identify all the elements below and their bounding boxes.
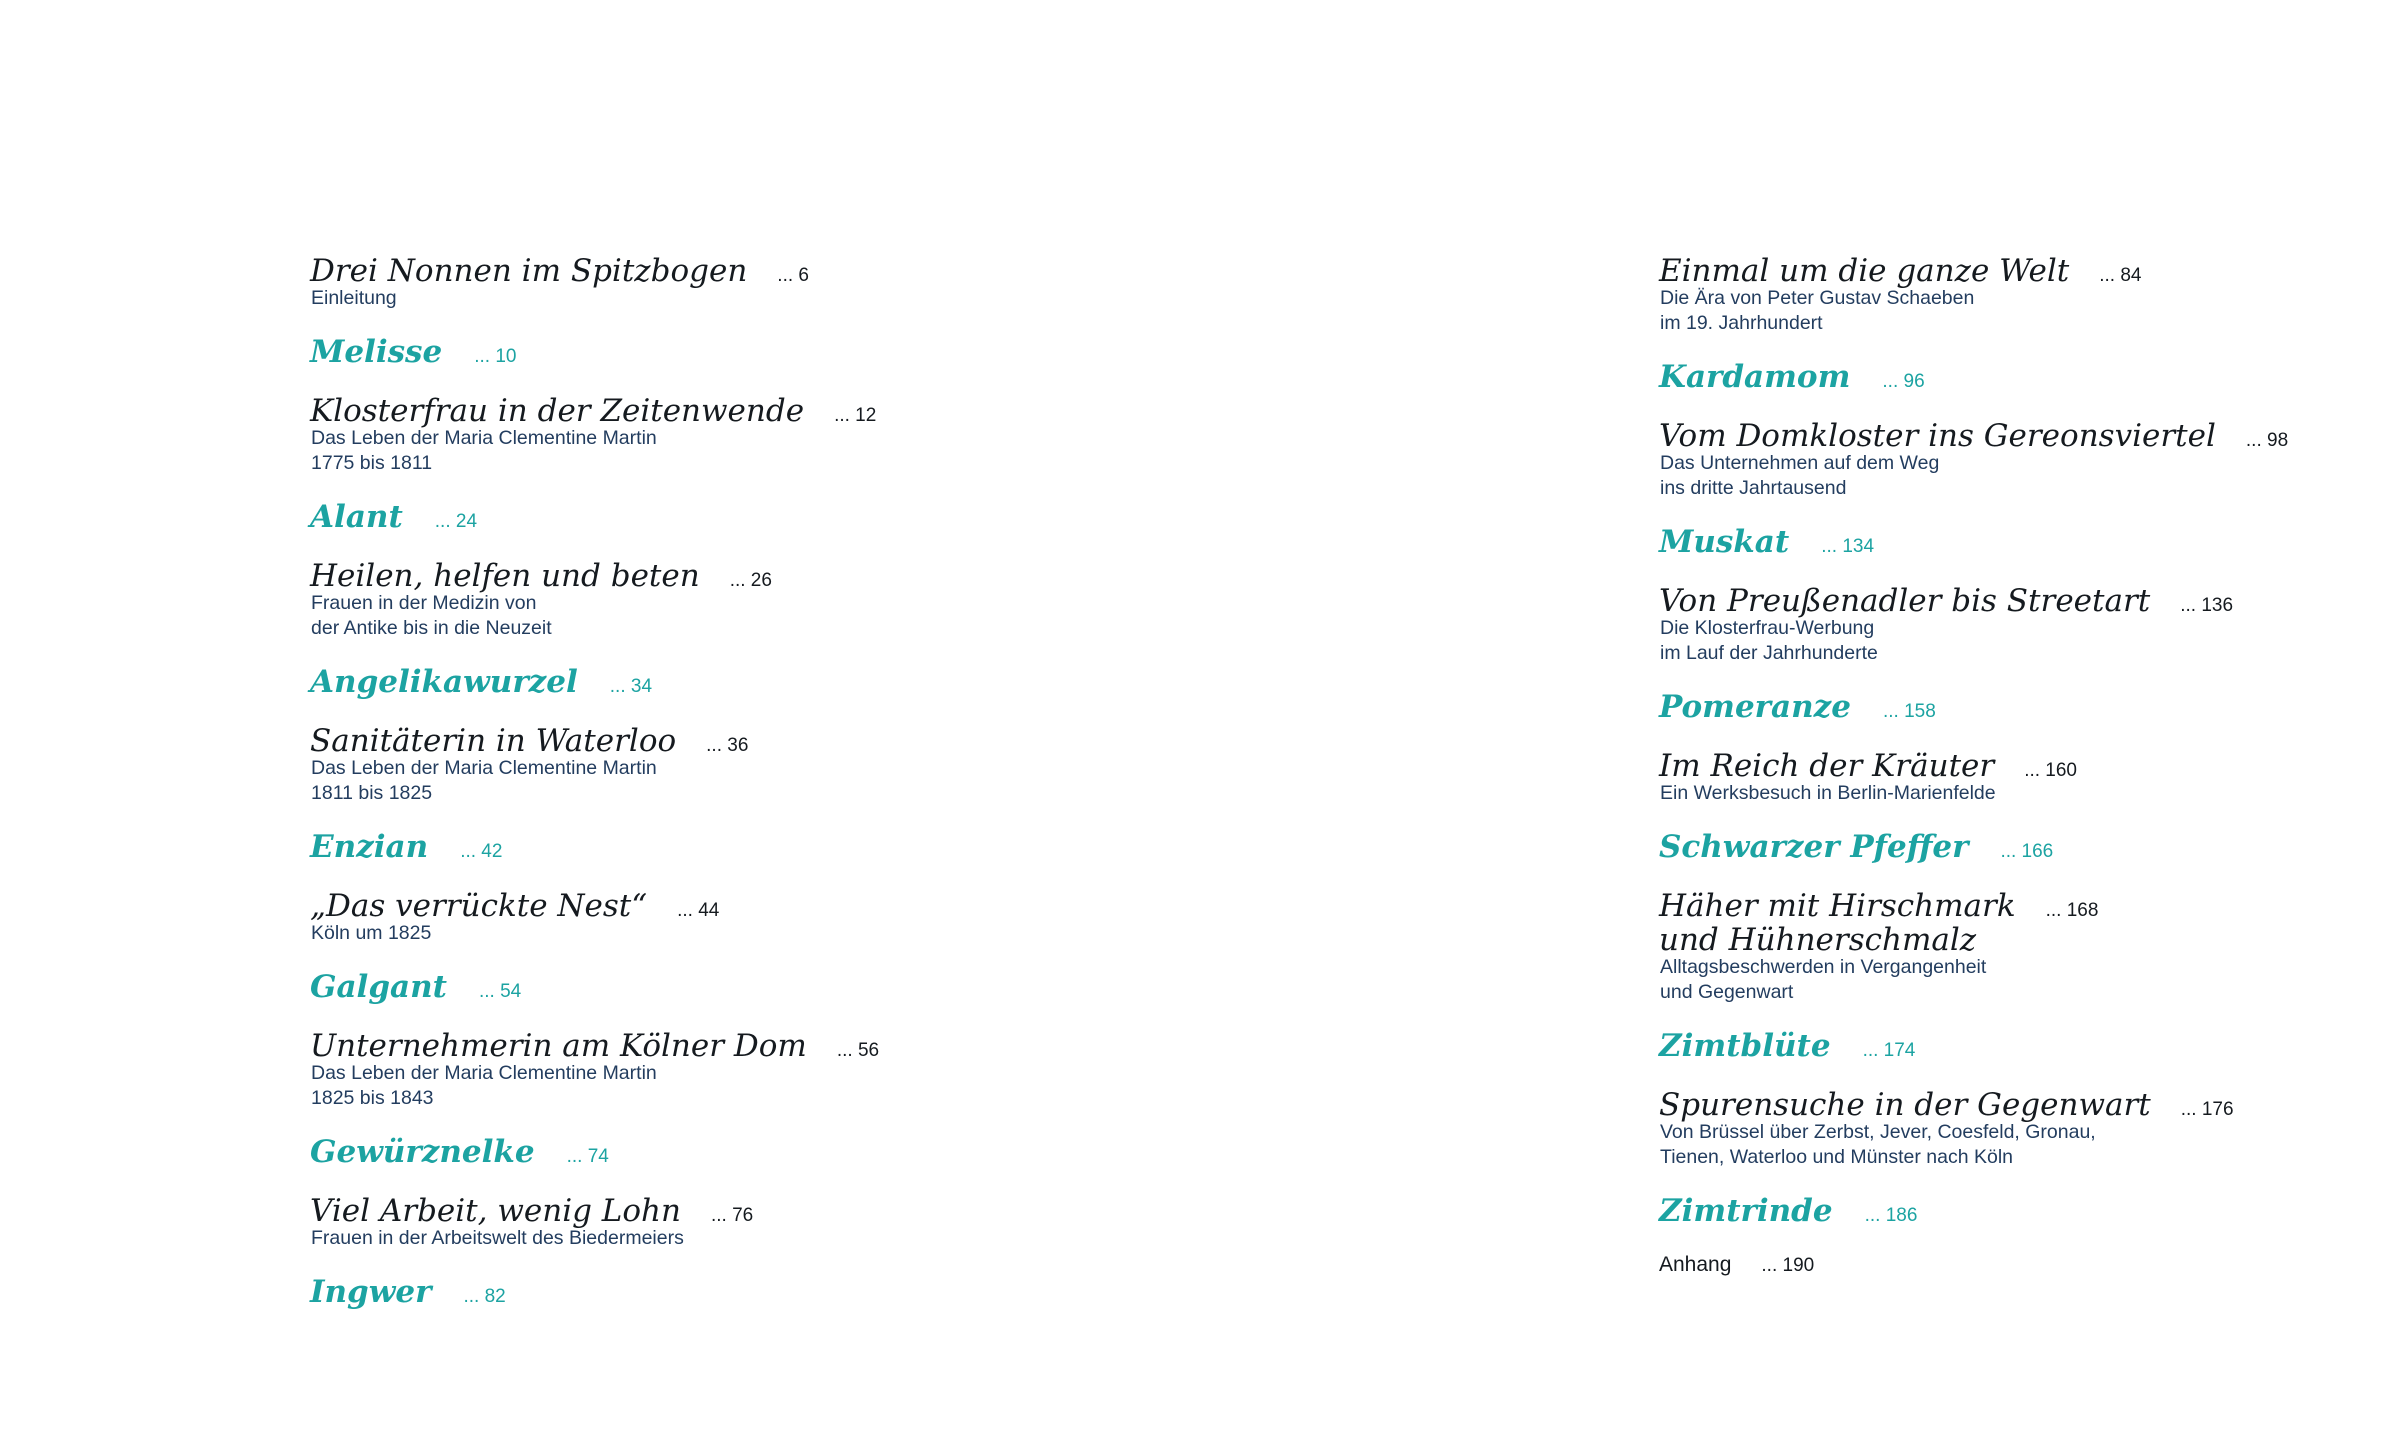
page-number: ... 42 [460, 841, 503, 862]
chapter-subtitle: Das Leben der Maria Clementine Martin 1825 bis 1843 [311, 1062, 657, 1109]
herb-title: Muskat [1659, 524, 1790, 560]
chapter-subtitle: Einleitung [311, 287, 397, 309]
toc-herb-entry[interactable] [310, 970, 1210, 1004]
toc-chapter-entry[interactable] [310, 724, 1210, 806]
toc-chapter-entry[interactable] [310, 394, 1210, 476]
chapter-title: Einmal um die ganze Welt [1659, 253, 2070, 289]
toc-chapter-entry[interactable] [310, 1194, 1210, 1251]
toc-herb-entry[interactable] [310, 1135, 1210, 1169]
toc-herb-entry[interactable] [310, 1275, 1210, 1309]
toc-title-line [310, 559, 1210, 593]
chapter-title: Sanitäterin in Waterloo [310, 723, 677, 759]
toc-left-column [310, 254, 1210, 1334]
herb-title: Zimtblüte [1659, 1028, 1831, 1064]
chapter-subtitle: Das Leben der Maria Clementine Martin 1811 bis 1825 [311, 757, 657, 804]
toc-herb-entry[interactable] [1659, 525, 2359, 559]
chapter-subtitle: Frauen in der Arbeitswelt des Biedermeiers [311, 1227, 684, 1249]
toc-title-line [310, 394, 1210, 428]
toc-title-line [310, 335, 1210, 369]
toc-title-line [1659, 1194, 2359, 1228]
herb-title: Melisse [310, 334, 443, 370]
toc-herb-entry[interactable] [310, 335, 1210, 369]
toc-title-line [310, 500, 1210, 534]
page-number: ... 136 [2180, 595, 2234, 616]
toc-title-line [1659, 254, 2359, 288]
toc-chapter-entry[interactable] [310, 889, 1210, 946]
page-number: ... 44 [677, 900, 720, 921]
toc-herb-entry[interactable] [1659, 830, 2359, 864]
toc-title-line [310, 254, 1210, 288]
toc-herb-entry[interactable] [1659, 690, 2359, 724]
page-number: ... 98 [2245, 430, 2289, 451]
chapter-title: Heilen, helfen und beten [310, 558, 700, 594]
toc-title-line [1659, 749, 2359, 783]
toc-right-column [1659, 254, 2359, 1277]
herb-title: Pomeranze [1659, 689, 1851, 725]
page-number: ... 96 [1882, 371, 1925, 392]
toc-right-list [1659, 254, 2359, 1228]
page-number: ... 54 [478, 981, 522, 1002]
herb-title: Kardamom [1659, 359, 1851, 395]
chapter-subtitle: Das Leben der Maria Clementine Martin 1775 bis 1811 [311, 427, 657, 474]
toc-herb-entry[interactable] [310, 500, 1210, 534]
toc-title-line [1659, 525, 2359, 559]
toc-herb-entry[interactable] [310, 665, 1210, 699]
toc-title-line [310, 665, 1210, 699]
page-number: ... 34 [609, 676, 653, 697]
chapter-title: Von Preußenadler bis Streetart [1659, 583, 2151, 619]
chapter-title: Im Reich der Kräuter [1659, 748, 1995, 784]
toc-title-line [1659, 419, 2359, 453]
toc-title-line [1659, 690, 2359, 724]
toc-herb-entry[interactable] [1659, 1194, 2359, 1228]
toc-herb-entry[interactable] [1659, 360, 2359, 394]
page-number: ... 12 [834, 405, 877, 426]
page-number: ... 74 [566, 1146, 609, 1167]
chapter-title: Häher mit Hirschmark und Hühnerschmalz [1659, 888, 2016, 958]
page-number: ... 134 [1821, 536, 1875, 557]
toc-title-line [1659, 360, 2359, 394]
page-number: ... 186 [1864, 1205, 1918, 1226]
chapter-subtitle: Die Klosterfrau-Werbung im Lauf der Jahrhunderte [1660, 617, 1878, 664]
chapter-title: „Das verrückte Nest“ [310, 888, 648, 924]
page-number: ... 56 [836, 1040, 880, 1061]
herb-title: Ingwer [310, 1274, 432, 1310]
page-number: ... 160 [2024, 760, 2078, 781]
page-number: ... 24 [434, 511, 478, 532]
page-number: ... 82 [463, 1286, 506, 1307]
chapter-subtitle: Von Brüssel über Zerbst, Jever, Coesfeld, Gronau, Tienen, Waterloo und Münster nach Köln [1660, 1121, 2096, 1168]
toc-chapter-entry[interactable] [1659, 889, 2359, 1005]
toc-chapter-entry[interactable] [1659, 1088, 2359, 1170]
toc-left-list [310, 254, 1210, 1309]
chapter-title: Vom Domkloster ins Gereonsviertel [1659, 418, 2216, 454]
toc-chapter-entry[interactable] [310, 1029, 1210, 1111]
toc-title-line [1659, 830, 2359, 864]
page-number: ... 36 [706, 735, 749, 756]
chapter-subtitle: Die Ära von Peter Gustav Schaeben im 19. Jahrhundert [1660, 287, 1975, 334]
chapter-subtitle: Frauen in der Medizin von der Antike bis in die Neuzeit [311, 592, 552, 639]
toc-chapter-entry[interactable] [310, 559, 1210, 641]
page-number: ... 166 [2000, 841, 2054, 862]
toc-title-line [310, 830, 1210, 864]
toc-appendix[interactable] [1659, 1253, 2359, 1277]
toc-title-line [310, 889, 1210, 923]
chapter-title: Viel Arbeit, wenig Lohn [310, 1193, 681, 1229]
page-number: ... 158 [1882, 701, 1936, 722]
chapter-subtitle: Das Unternehmen auf dem Weg ins dritte Jahrtausend [1660, 452, 1940, 499]
page-number: ... 176 [2180, 1099, 2234, 1120]
appendix-page-number: ... 190 [1761, 1255, 1815, 1276]
appendix-label: Anhang [1659, 1253, 1732, 1276]
chapter-title: Drei Nonnen im Spitzbogen [310, 253, 748, 289]
toc-chapter-entry[interactable] [1659, 749, 2359, 806]
herb-title: Alant [310, 499, 403, 535]
toc-chapter-entry[interactable] [310, 254, 1210, 311]
herb-title: Angelikawurzel [310, 664, 578, 700]
herb-title: Enzian [310, 829, 429, 865]
toc-herb-entry[interactable] [310, 830, 1210, 864]
chapter-title: Spurensuche in der Gegenwart [1659, 1087, 2151, 1123]
page-number: ... 10 [474, 346, 517, 367]
page-number: ... 6 [777, 265, 809, 286]
page-number: ... 174 [1862, 1040, 1916, 1061]
herb-title: Schwarzer Pfeffer [1659, 829, 1969, 865]
toc-title-line [1659, 889, 2359, 957]
toc-title-line [310, 1135, 1210, 1169]
page-number: ... 26 [729, 570, 772, 591]
page-number: ... 84 [2099, 265, 2142, 286]
chapter-subtitle: Ein Werksbesuch in Berlin-Marienfelde [1660, 782, 1996, 804]
toc-chapter-entry[interactable] [1659, 419, 2359, 501]
toc-title-line [310, 1275, 1210, 1309]
toc-title-line [1659, 1029, 2359, 1063]
chapter-subtitle: Alltagsbeschwerden in Vergangenheit und Gegenwart [1660, 956, 1987, 1003]
page-number: ... 76 [711, 1205, 754, 1226]
toc-chapter-entry[interactable] [1659, 584, 2359, 666]
toc-title-line [310, 1194, 1210, 1228]
toc-title-line [310, 724, 1210, 758]
toc-title-line [1659, 1088, 2359, 1122]
toc-title-line [310, 970, 1210, 1004]
herb-title: Zimtrinde [1659, 1193, 1833, 1229]
chapter-title: Klosterfrau in der Zeitenwende [310, 393, 805, 429]
toc-title-line [1659, 584, 2359, 618]
herb-title: Gewürznelke [310, 1134, 535, 1170]
page-number: ... 168 [2045, 900, 2099, 921]
toc-herb-entry[interactable] [1659, 1029, 2359, 1063]
chapter-title: Unternehmerin am Kölner Dom [310, 1028, 807, 1064]
chapter-subtitle: Köln um 1825 [311, 922, 432, 944]
toc-title-line [310, 1029, 1210, 1063]
herb-title: Galgant [310, 969, 447, 1005]
toc-chapter-entry[interactable] [1659, 254, 2359, 336]
